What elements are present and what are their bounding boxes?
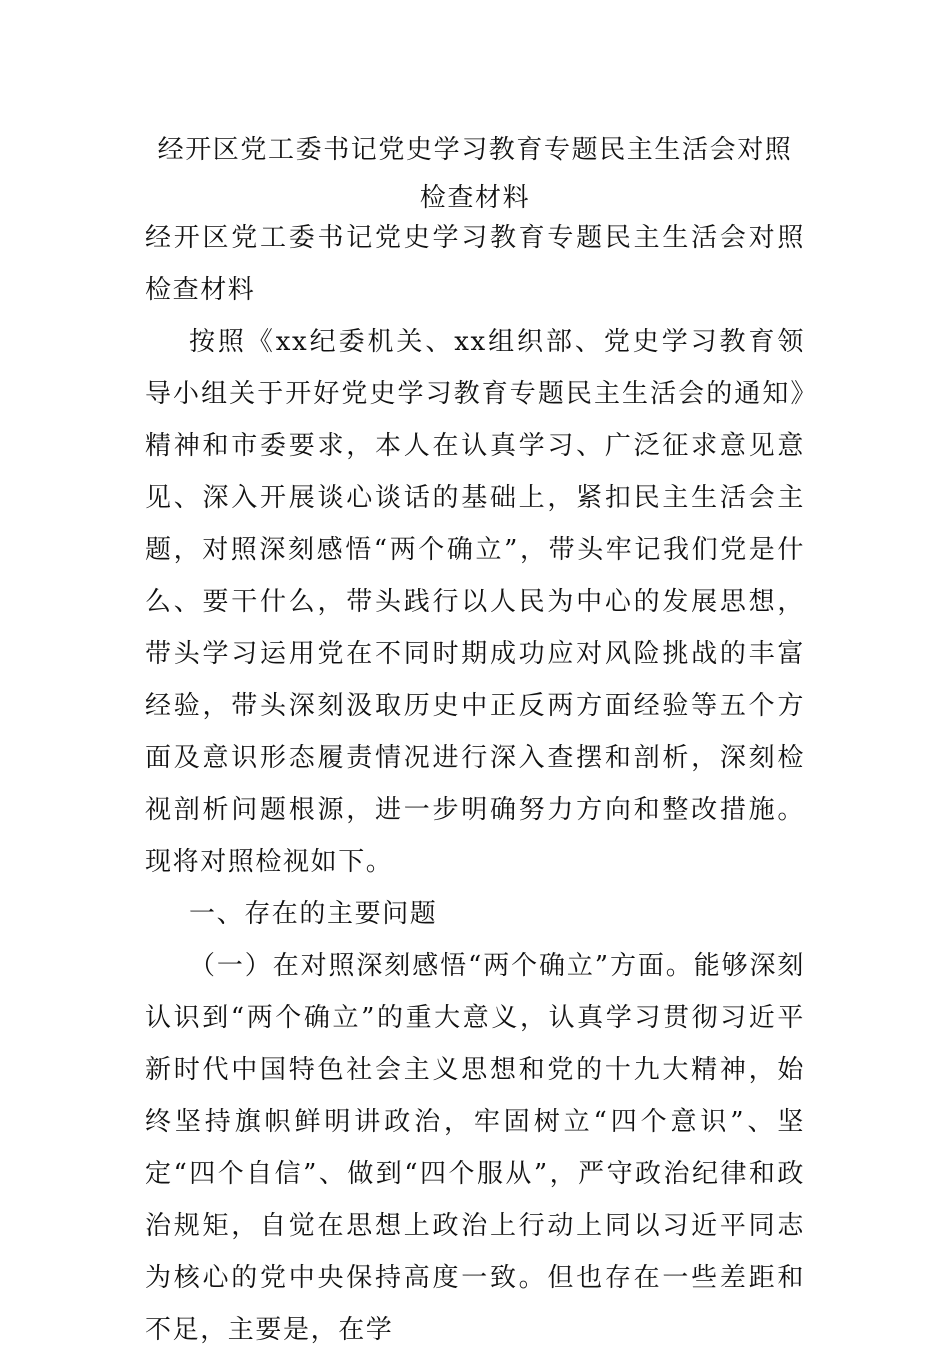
section-heading: 一、存在的主要问题 bbox=[189, 899, 438, 929]
document-subtitle: 经开区党工委书记党史学习教育专题民主生活会对照检查材料 bbox=[145, 223, 805, 305]
issue-paragraph: （一）在对照深刻感悟“两个确立”方面。能够深刻认识到“两个确立”的重大意义，认真学习贯彻习近平新时代中国特色社会主义思想和党的十九大精神，始终坚持旗帜鲜明讲政治，牢固树立“四个意识”、坚定“四个自信”、做到“四个服从”，严守政治纪律和政治规矩，自觉在思想上政治上行动上同以习近平同志为核心的党中央保持高度一致。但也存在一些差距和不足，主要是，在学 bbox=[145, 951, 805, 1345]
document-body bbox=[145, 212, 805, 1356]
document-title: 经开区党工委书记党史学习教育专题民主生活会对照检查材料 bbox=[157, 135, 793, 213]
intro-paragraph: 按照《xx纪委机关、xx组织部、党史学习教育领导小组关于开好党史学习教育专题民主生活会的通知》精神和市委要求，本人在认真学习、广泛征求意见意见、深入开展谈心谈话的基础上，紧扣民主生活会主题，对照深刻感悟“两个确立”，带头牢记我们党是什么、要干什么，带头践行以人民为中心的发展思想，带头学习运用党在不同时期成功应对风险挑战的丰富经验，带头深刻汲取历史中正反两方面经验等五个方面及意识形态履责情况进行深入查摆和剖析，深刻检视剖析问题根源，进一步明确努力方向和整改措施。现将对照检视如下。 bbox=[145, 327, 805, 877]
